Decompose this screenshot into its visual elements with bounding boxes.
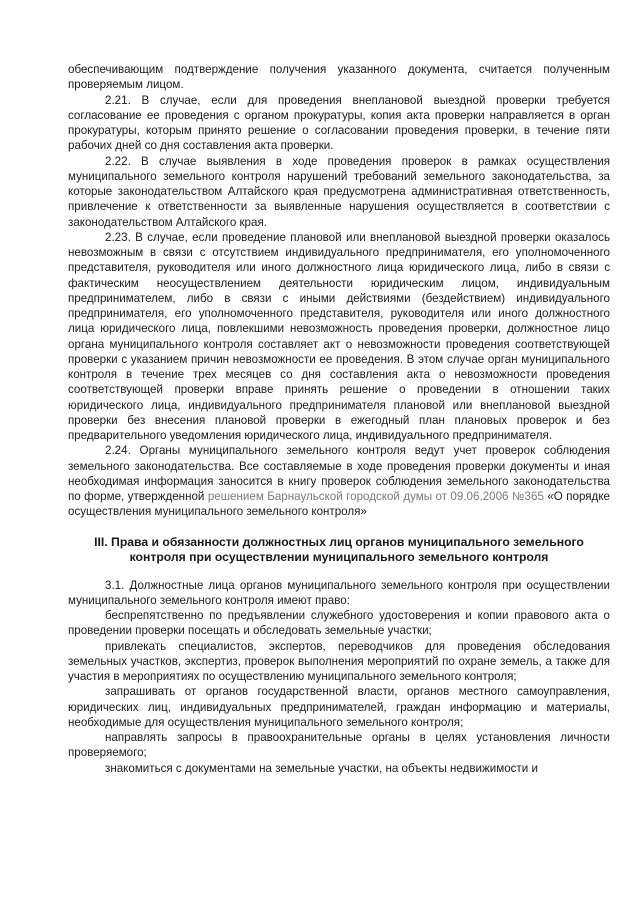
- spacer: [68, 520, 610, 535]
- right-item: запрашивать от органов государственной власти, органов местного самоуправления, юридических лиц, индивидуальных предпринимателей, граждан информацию и материалы, необходимые для осуществления муниципального земельного контроля;: [68, 685, 610, 729]
- spacer: [68, 566, 610, 578]
- right-item: привлекать специалистов, экспертов, переводчиков для проведения обследования земельных участков, экспертиз, проверок выполнения мероприятий по охране земель, а также для участия в мероприятиях по осуществлению муниципального земельного контроля;: [68, 639, 610, 683]
- right-item: знакомиться с документами на земельные участки, на объекты недвижимости и: [105, 761, 538, 775]
- paragraph-2-24-tail: «О порядке осуществления муниципального земельного контроля»: [68, 490, 610, 519]
- paragraph-continuation: обеспечивающим подтверждение получения указанного документа, считается полученным проверяемым лицом.: [68, 63, 610, 92]
- right-item: беспрепятственно по предъявлении служебного удостоверения и копии правового акта о проведении проверки посещать и обследовать земельные участки;: [68, 609, 610, 638]
- paragraph-2-23: 2.23. В случае, если проведение плановой или внеплановой выездной проверки оказалось невозможным в связи с отсутствием индивидуального предпринимателя, его уполномоченного представителя, руководителя или иного должностного лица юридического лица, либо в связи с фактическим неосуществлением деятельности юридическим лицом, индивидуальным предпринимателем, либо в связи с иными действиями (бездействием) индивидуального предпринимателя, его уполномоченного представителя, руководителя или иного должностного лица юридического лица, повлекшими невозможность проведения проверки, должностное лицо органа муниципального контроля составляет акт о невозможности проведения соответствующей проверки с указанием причин невозможности ее проведения. В этом случае орган муниципального контроля в течение трех месяцев со дня составления акта о невозможности проведения соответствующей проверки вправе принять решение о проведении в отношении таких юридического лица, индивидуального предпринимателя плановой или внеплановой выездной проверки без внесения плановой проверки в ежегодный план плановых проверок и без предварительного уведомления юридического лица, индивидуального предпринимателя.: [68, 230, 610, 442]
- paragraph-2-24: [68, 443, 610, 519]
- decision-reference-link[interactable]: решением Барнаульской городской думы от 09.06.2006 №365: [207, 490, 544, 503]
- right-item: направлять запросы в правоохранительные органы в целях установления личности проверяемого;: [68, 731, 610, 760]
- document-page: [68, 62, 610, 776]
- paragraph-2-22: 2.22. В случае выявления в ходе проведения проверок в рамках осуществления муниципального земельного контроля нарушений требований земельного законодательства, за которые законодательством Алтайского края предусмотрена административная ответственность, привлечение к ответственности за выявленные нарушения осуществляется в соответствии с законодательством Алтайского края.: [68, 154, 610, 229]
- paragraph-2-24-text: 2.24. Органы муниципального земельного контроля ведут учет проверок соблюдения земельного законодательства. Все составляемые в ходе проведения проверки документы и иная необходимая информация заносится в книгу проверок соблюдения земельного законодательства по форме, утвержденной: [68, 444, 610, 503]
- section-heading: III. Права и обязанности должностных лиц органов муниципального земельного контроля при осуществлении муниципального земельного контроля: [94, 534, 584, 564]
- paragraph-2-21: 2.21. В случае, если для проведения внеплановой выездной проверки требуется согласование ее проведения с органом прокуратуры, копия акта проверки направляется в орган прокуратуры, которым принято решение о согласовании проведения проверки, в течение пяти рабочих дней со дня составления акта проверки.: [68, 93, 610, 153]
- paragraph-3-1: 3.1. Должностные лица органов муниципального земельного контроля при осуществлении муниципального земельного контроля имеют право:: [68, 578, 610, 607]
